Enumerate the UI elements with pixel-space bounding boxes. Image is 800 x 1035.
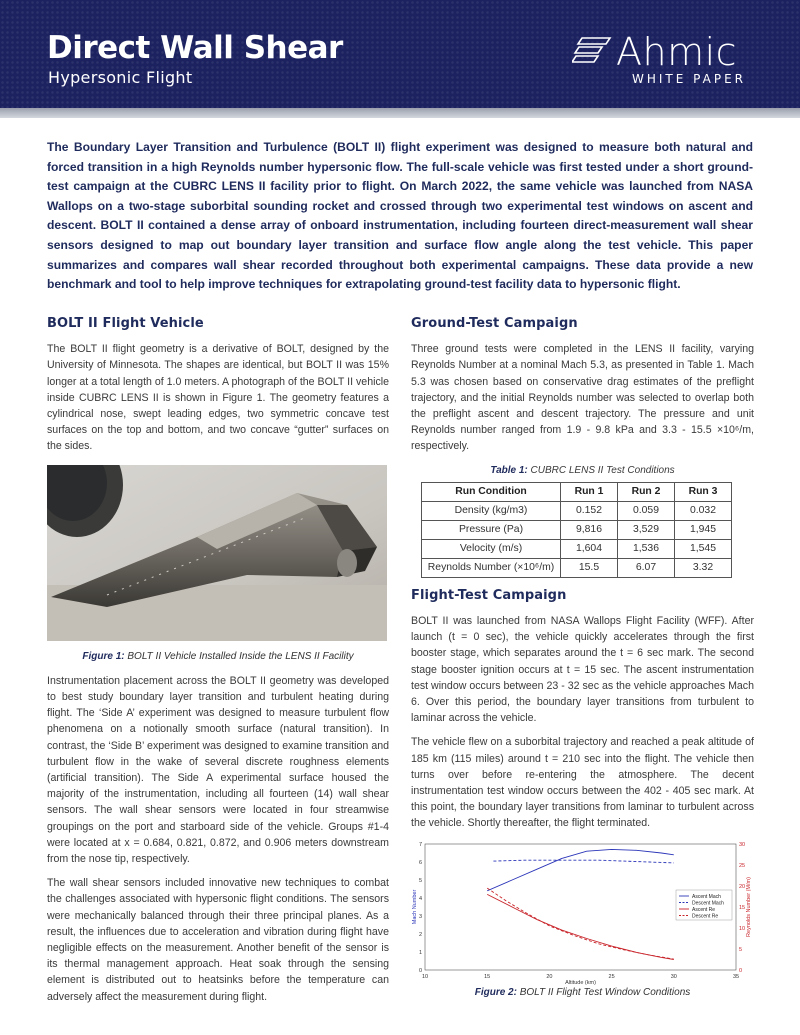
section-heading-flight-vehicle: BOLT II Flight Vehicle	[47, 316, 204, 331]
logo-tagline: WHITE PAPER	[632, 72, 746, 86]
table-cell: 1,545	[675, 539, 732, 558]
table-row	[422, 539, 732, 558]
table-header-cell: Run 1	[561, 482, 618, 501]
logo-wordmark: Ahmic	[616, 30, 738, 74]
paragraph: BOLT II was launched from NASA Wallops Flight Facility (WFF). After launch (t = 0 sec), the vehicle quickly accelerates through the first booster stage, which separates around the t = 6 sec mark. The second stage booster ignition occurs at t = 15 sec. The ascent instrumentation test window occurs between 23 - 32 sec as the vehicle approaches Mach 6. Over this period, the boundary layer transitions from turbulent to laminar across the vehicle.	[411, 615, 754, 725]
y2-axis-label: Reynolds Number (M/m)	[746, 876, 752, 937]
table-cell: 1,945	[675, 520, 732, 539]
legend-label: Descent Re	[692, 912, 719, 919]
table-1-caption	[411, 463, 754, 479]
figure-2-label: Figure 2:	[474, 986, 517, 998]
y-tick-label: 1	[418, 949, 422, 956]
table-1-label: Table 1:	[490, 464, 528, 476]
table-cell: 1,604	[561, 539, 618, 558]
figure-1-caption	[47, 649, 389, 665]
table-header-cell: Run Condition	[422, 482, 561, 501]
legend-label: Ascent Re	[692, 906, 716, 913]
y2-tick-label: 10	[739, 925, 746, 932]
page-subtitle: Hypersonic Flight	[48, 68, 193, 87]
y2-tick-label: 5	[739, 946, 743, 953]
table-cell: 15.5	[561, 558, 618, 577]
left-column	[47, 316, 389, 1013]
x-tick-label: 15	[484, 973, 491, 980]
table-cell: 0.152	[561, 501, 618, 520]
y2-tick-label: 0	[739, 967, 743, 974]
y2-tick-label: 30	[739, 841, 746, 848]
table-cell: 9,816	[561, 520, 618, 539]
vehicle-photo	[47, 465, 387, 641]
x-tick-label: 35	[732, 973, 740, 980]
table-cell: 0.059	[618, 501, 675, 520]
y-tick-label: 5	[418, 877, 422, 884]
x-tick-label: 20	[546, 973, 553, 980]
table-header-cell: Run 2	[618, 482, 675, 501]
x-axis-label: Altitude (km)	[565, 979, 596, 985]
paragraph: Three ground tests were completed in the LENS II facility, varying Reynolds Number at a nominal Mach 5.3, as presented in Table 1. Mach 5.3 was chosen based on conservative drag estimates of the preflight trajectory, and the initial Reynolds number was selected to overlap both the preflight ascent and descent trajectory. The pressure and unit Reynolds number ranged from 1.9 - 9.8 kPa and 3.3 - 15.5 ×10⁶/m, respectively.	[411, 343, 754, 453]
y2-tick-label: 20	[739, 883, 746, 890]
y2-tick-label: 15	[739, 904, 746, 911]
y-axis-label: Mach Number	[412, 889, 418, 924]
section-heading-ground-test: Ground-Test Campaign	[411, 316, 578, 331]
legend-label: Descent Mach	[692, 899, 724, 906]
y-tick-label: 3	[418, 913, 422, 920]
header-stripe	[0, 108, 800, 118]
table-header-cell: Run 3	[675, 482, 732, 501]
y-tick-label: 2	[418, 931, 422, 938]
paragraph: The vehicle flew on a suborbital trajectory and reached a peak altitude of 185 km (115 miles) around t = 210 sec into the flight. The vehicle then turns over before re-entering the atmosphere. The decent instrumentation test window occurs between the 402 - 405 sec mark. At this point, the boundary layer transitions from laminar to turbulent across the vehicle. Shortly thereafter, the flight terminated.	[411, 736, 754, 830]
table-1-text: CUBRC LENS II Test Conditions	[527, 464, 675, 476]
test-conditions-table	[421, 482, 732, 578]
y-tick-label: 7	[418, 841, 422, 848]
table-row	[422, 520, 732, 539]
table-row	[422, 501, 732, 520]
table-cell: 3,529	[618, 520, 675, 539]
legend-label: Ascent Mach	[692, 893, 721, 900]
table-row	[422, 558, 732, 577]
flight-window-chart	[411, 840, 754, 985]
table-cell: Pressure (Pa)	[422, 520, 561, 539]
abstract: The Boundary Layer Transition and Turbulence (BOLT II) flight experiment was designed to measure both natural and forced transition in a high Reynolds number hypersonic flow. The full-scale vehicle was first tested under a short ground-test campaign at the CUBRC LENS II facility prior to flight. On March 2022, the same vehicle was launched from NASA Wallops on a two-stage suborbital sounding rocket and crossed through two experimental test windows on ascent and descent. BOLT II contained a dense array of onboard instrumentation, including fourteen direct-measurement wall shear sensors designed to map out boundary layer transition and surface flow angle along the test vehicle. This paper summarizes and compares wall shear recorded throughout both experimental campaigns. These data provide a new benchmark and tool to help improve techniques for extrapolating ground-test facility data to hypersonic flight.	[47, 140, 753, 292]
table-cell: Velocity (m/s)	[422, 539, 561, 558]
paragraph: Instrumentation placement across the BOLT II geometry was developed to best study boundary layer transition and turbulent heating during flight. The ‘Side A’ experiment was designed to measure turbulent flow phenomena on a notionally smooth surface (natural transition). In contrast, the ‘Side B’ experiment was designed to examine transition and turbulent flow in the wake of several discrete roughness elements (artificial transition). The Side A experimental surface housed the majority of the instrumentation, including all fourteen (14) wall shear sensors. The wall shear sensors were located in four streamwise groupings on the port and starboard side of the vehicle. Groups #1-4 were located at x = 0.684, 0.821, 0.872, and 0.906 meters downstream from the nose tip, respectively.	[47, 674, 389, 866]
figure-1-label: Figure 1:	[82, 650, 125, 662]
figure-2-caption	[411, 985, 754, 1001]
paragraph: The wall shear sensors included innovative new techniques to combat the challenges associated with hypersonic flight conditions. The sensors were mechanically balanced through their three principal planes. As a result, the influences due to acceleration and vibration during flight have negligible effects on the measurement. Another benefit of the sensor is its thermal management approach. Heat soak through the sensing element is distributed out to heatsinks before the temperature can adversely affect the measurement during flight.	[47, 877, 389, 1003]
x-tick-label: 10	[421, 973, 429, 980]
y-tick-label: 0	[418, 967, 422, 974]
table-cell: Reynolds Number (×10⁶/m)	[422, 558, 561, 577]
table-cell: 6.07	[618, 558, 675, 577]
table-header-row	[422, 482, 732, 501]
table-cell: Density (kg/m3)	[422, 501, 561, 520]
right-column	[411, 316, 754, 1009]
table-cell: 0.032	[675, 501, 732, 520]
y-tick-label: 4	[418, 895, 422, 902]
x-tick-label: 25	[608, 973, 615, 980]
page-title: Direct Wall Shear	[47, 30, 343, 66]
section-heading-flight-test: Flight-Test Campaign	[411, 587, 567, 603]
figure-1-text: BOLT II Vehicle Installed Inside the LENS II Facility	[124, 650, 354, 662]
y-tick-label: 6	[418, 859, 422, 866]
ahmic-logo-icon	[572, 36, 612, 66]
y2-tick-label: 25	[739, 862, 746, 869]
table-cell: 1,536	[618, 539, 675, 558]
x-tick-label: 30	[670, 973, 677, 980]
table-cell: 3.32	[675, 558, 732, 577]
company-logo	[572, 32, 762, 90]
paragraph: The BOLT II flight geometry is a derivative of BOLT, designed by the University of Minnesota. The shapes are identical, but BOLT II was 15% longer at a total length of 1.0 meters. A photograph of the BOLT II vehicle inside CUBRC LENS II is shown in Figure 1. The geometry features a cylindrical nose, swept leading edges, two symmetric concave test surfaces on the top and bottom, and two concave “gutter” surfaces on the sides.	[47, 343, 389, 453]
figure-2-text: BOLT II Flight Test Window Conditions	[516, 986, 691, 998]
